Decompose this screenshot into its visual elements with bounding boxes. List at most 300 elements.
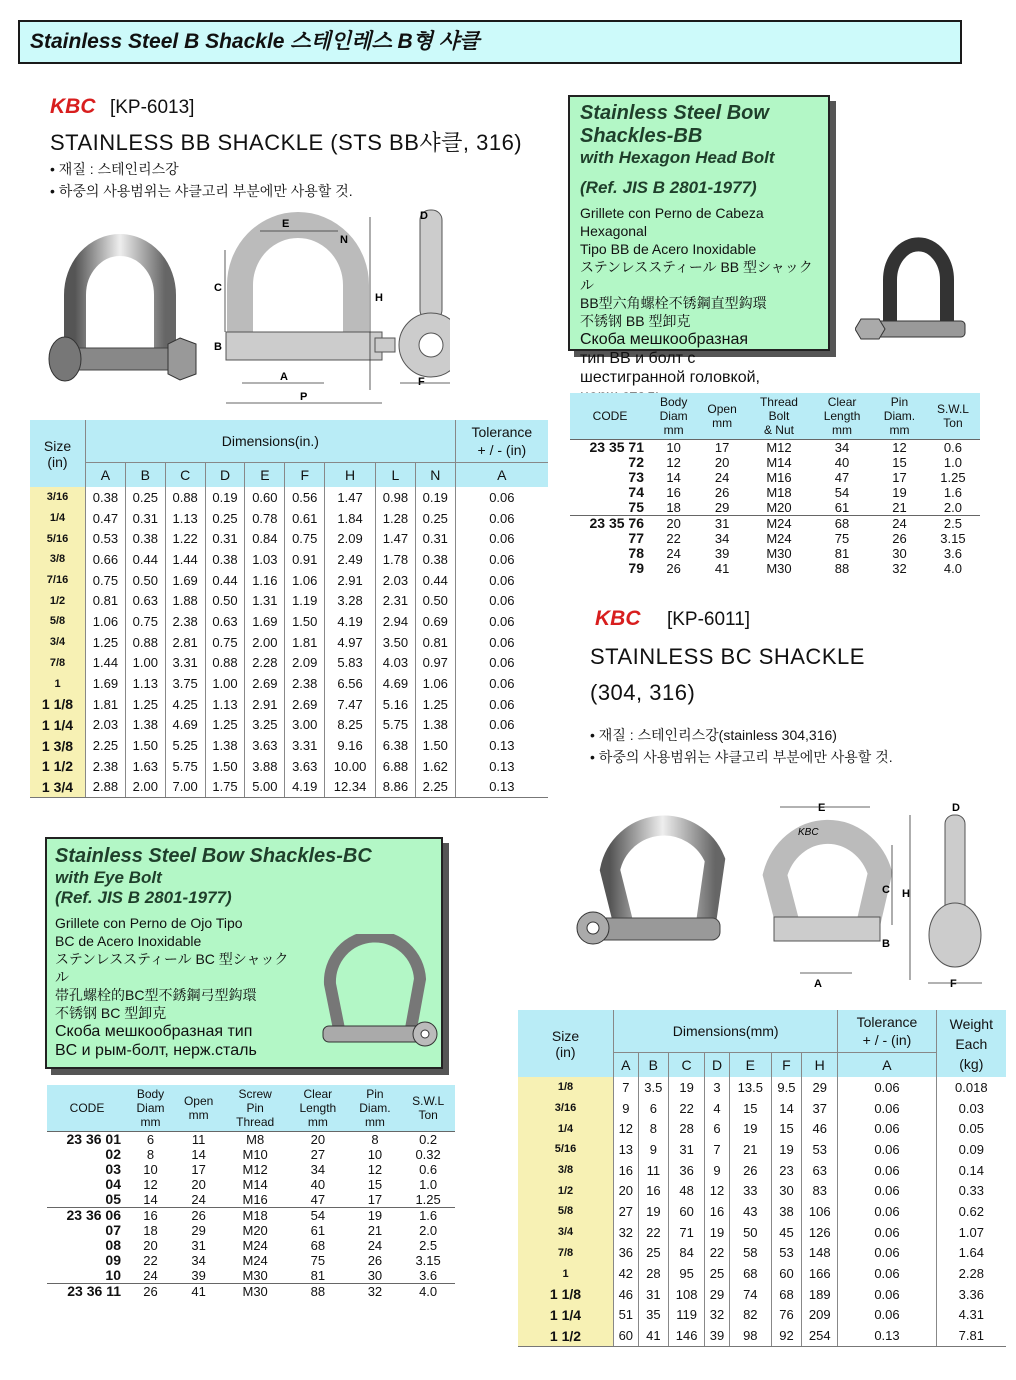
bb-code-table-cell: 41 bbox=[714, 561, 730, 576]
bb-table-tolerance-cell: 0.06 bbox=[455, 673, 548, 694]
bb-table-cell: 0.75 bbox=[125, 611, 165, 632]
bc-table-tolerance-cell: 0.06 bbox=[838, 1305, 936, 1326]
bb-table-cell: 0.84 bbox=[245, 528, 285, 549]
bc-note-material: • 재질 : 스테인리스강(stainless 304,316) bbox=[590, 727, 837, 743]
bc-code-table-cell: 39 bbox=[191, 1268, 206, 1283]
bb-table-tolerance-cell: 0.13 bbox=[455, 756, 548, 777]
bb-code-table-cell: 54 bbox=[834, 485, 850, 500]
bb-code-table-cell: 75 bbox=[834, 531, 850, 546]
bb-table-col-header: C bbox=[165, 463, 205, 488]
bc-table-col-header: H bbox=[802, 1053, 838, 1078]
bc-table-cell: 3.5 bbox=[638, 1077, 668, 1098]
bb-table-cell: 1.62 bbox=[415, 756, 455, 777]
bc-code-table-row bbox=[47, 1284, 455, 1300]
bc-table-weight-cell: 1.64 bbox=[936, 1243, 1006, 1264]
bc-table-cell: 42 bbox=[614, 1263, 639, 1284]
bb-code-table-header-cell: Pin Diam. mm bbox=[873, 393, 926, 440]
bb-table-cell: 2.28 bbox=[245, 653, 285, 674]
bb-code-table-row bbox=[570, 516, 980, 532]
bb-code-table-header-cell: Body Diam mm bbox=[650, 393, 697, 440]
bb-table-cell: 7.00 bbox=[165, 777, 205, 798]
bb-table-cell: 0.63 bbox=[205, 611, 245, 632]
bc-code-table-cell: 24 bbox=[367, 1238, 383, 1253]
bc-table-cell: 15 bbox=[771, 1118, 801, 1139]
bb-code-table-header-cell: Clear Length mm bbox=[811, 393, 873, 440]
bb-code-table-cell: 47 bbox=[834, 470, 850, 485]
bb-code-table-cell: 81 bbox=[834, 546, 850, 561]
bc-code-table-cell: 34 bbox=[310, 1162, 326, 1177]
bc-product-code: [KP-6011] bbox=[666, 609, 751, 630]
bc-code-table-header-cell: CODE bbox=[47, 1085, 127, 1132]
bc-table-tolerance-header: Tolerance + / - (in) bbox=[838, 1010, 936, 1053]
bc-table-cell: 21 bbox=[729, 1139, 771, 1160]
bc-code-table-row bbox=[47, 1192, 455, 1208]
bb-code-table-cell: M12 bbox=[747, 440, 811, 456]
bc-table-size-cell: 3/4 bbox=[518, 1222, 614, 1243]
bb-table-size-cell: 1 1/4 bbox=[30, 715, 86, 736]
bc-table-cell: 28 bbox=[638, 1263, 668, 1284]
bc-code-table-cell: 54 bbox=[287, 1208, 349, 1224]
bc-table-cell: 60 bbox=[614, 1325, 639, 1346]
bb-table-cell: 0.88 bbox=[205, 653, 245, 674]
bc-description-box bbox=[45, 837, 443, 1069]
bc-code-table-cell: 30 bbox=[367, 1268, 383, 1283]
bc-table-cell: 32 bbox=[614, 1222, 639, 1243]
bc-code-table-code-cell: 23 36 06 bbox=[47, 1208, 127, 1224]
bc-table-cell: 9.5 bbox=[771, 1077, 801, 1098]
bc-dim-label: F bbox=[950, 978, 957, 990]
bc-table-cell: 7 bbox=[705, 1139, 730, 1160]
bc-dim-label: D bbox=[952, 802, 960, 814]
bc-table-row bbox=[518, 1305, 1006, 1326]
bb-table-cell: 1.84 bbox=[325, 508, 376, 529]
bc-code-table-header-cell: Open mm bbox=[174, 1085, 223, 1132]
bc-code-table-header-cell: Screw Pin Thread bbox=[223, 1085, 287, 1132]
bb-table-cell: 9.16 bbox=[325, 735, 376, 756]
bc-table-cell: 41 bbox=[638, 1325, 668, 1346]
bb-table-cell: 1.47 bbox=[325, 487, 376, 508]
bb-table-cell: 0.19 bbox=[205, 487, 245, 508]
bc-box-line: 帯孔螺栓的BC型不銹鋼弓型鈎環 bbox=[55, 987, 257, 1003]
bc-table-cell: 12 bbox=[705, 1180, 730, 1201]
bb-table-col-header: L bbox=[375, 463, 415, 488]
bb-code-table-cell: 16 bbox=[666, 485, 681, 500]
bc-code-table-cell: 1.6 bbox=[401, 1208, 455, 1224]
bb-title: STAINLESS BB SHACKLE (STS BB샤클, 316) bbox=[50, 130, 523, 155]
bb-table-cell: 0.75 bbox=[285, 528, 325, 549]
bb-table-cell: 0.31 bbox=[415, 528, 455, 549]
bc-code-table-code-cell: 23 36 01 bbox=[47, 1132, 127, 1148]
bb-table-cell: 0.25 bbox=[205, 508, 245, 529]
bb-code-table-cell: 3.6 bbox=[943, 546, 962, 561]
bc-table-cell: 19 bbox=[729, 1118, 771, 1139]
bc-table-cell: 43 bbox=[729, 1201, 771, 1222]
bc-table-cell: 16 bbox=[705, 1201, 730, 1222]
bc-table-cell: 68 bbox=[729, 1263, 771, 1284]
bb-code-table-cell: 0.6 bbox=[926, 440, 980, 456]
bc-table-cell: 108 bbox=[669, 1284, 705, 1305]
bb-table-cell: 1.25 bbox=[125, 694, 165, 715]
bc-table-col-header: A bbox=[614, 1053, 639, 1078]
bc-table-weight-cell: 1.07 bbox=[936, 1222, 1006, 1243]
bb-table-cell: 2.25 bbox=[415, 777, 455, 798]
bc-table-cell: 38 bbox=[771, 1201, 801, 1222]
bc-box-ru-line: BC и рым-болт, нерж.сталь bbox=[55, 1042, 257, 1059]
bc-table-cell: 26 bbox=[729, 1160, 771, 1181]
bc-table-weight-cell: 0.018 bbox=[936, 1077, 1006, 1098]
bc-code-table-cell: 27 bbox=[310, 1147, 326, 1162]
bc-code-table-cell: 47 bbox=[310, 1192, 326, 1207]
bc-code-table-code-cell: 04 bbox=[105, 1176, 121, 1192]
bb-table-size-cell: 1 3/8 bbox=[30, 735, 86, 756]
bc-table-tolerance-cell: 0.06 bbox=[838, 1118, 936, 1139]
bc-table-cell: 148 bbox=[802, 1243, 838, 1264]
bc-code-table-cell: 21 bbox=[367, 1223, 383, 1238]
bb-table-cell: 2.38 bbox=[86, 756, 126, 777]
bb-code-table-row bbox=[570, 485, 980, 500]
bc-code-table-cell: 8 bbox=[146, 1147, 155, 1162]
bb-code-table-header-cell: S.W.L Ton bbox=[926, 393, 980, 440]
bc-code-table-cell: 24 bbox=[191, 1192, 206, 1207]
bb-table-header-row bbox=[30, 420, 548, 463]
bc-table-cell: 35 bbox=[638, 1305, 668, 1326]
bc-table-row bbox=[518, 1098, 1006, 1119]
bb-table-cell: 0.69 bbox=[415, 611, 455, 632]
bc-table-cell: 29 bbox=[802, 1077, 838, 1098]
bc-table-tolerance-cell: 0.06 bbox=[838, 1077, 936, 1098]
bc-code-table-cell: 26 bbox=[127, 1284, 174, 1300]
bc-table-cell: 9 bbox=[614, 1098, 639, 1119]
bb-table-col-header: A bbox=[455, 463, 548, 488]
bc-table-cell: 22 bbox=[705, 1243, 730, 1264]
bb-table-tolerance-cell: 0.06 bbox=[455, 632, 548, 653]
bc-table-cell: 25 bbox=[705, 1263, 730, 1284]
bb-table-tolerance-cell: 0.06 bbox=[455, 549, 548, 570]
bc-table-weight-cell: 7.81 bbox=[936, 1325, 1006, 1346]
bc-table-cell: 92 bbox=[771, 1325, 801, 1346]
bc-table-cell: 39 bbox=[705, 1325, 730, 1346]
bc-dimension-table bbox=[518, 1010, 1006, 1347]
bb-table-cell: 0.66 bbox=[86, 549, 126, 570]
bb-code-table-cell: 2.5 bbox=[926, 516, 980, 532]
bb-table-cell: 1.44 bbox=[165, 549, 205, 570]
bc-table-tolerance-cell: 0.06 bbox=[838, 1139, 936, 1160]
bc-table-size-cell: 1 bbox=[518, 1263, 614, 1284]
bb-table-row bbox=[30, 673, 548, 694]
bb-table-cell: 5.16 bbox=[375, 694, 415, 715]
bb-code-table-cell: 21 bbox=[892, 500, 907, 515]
bb-table-cell: 5.75 bbox=[165, 756, 205, 777]
bc-table-cell: 13.5 bbox=[729, 1077, 771, 1098]
bb-code-table-cell: 1.0 bbox=[943, 455, 962, 470]
bb-table-col-header: D bbox=[205, 463, 245, 488]
bc-table-col-header: C bbox=[669, 1053, 705, 1078]
bb-table-row bbox=[30, 715, 548, 736]
bb-product-code: [KP-6013] bbox=[109, 97, 195, 118]
bb-code-table-cell: 34 bbox=[714, 531, 730, 546]
bc-table-weight-cell: 0.03 bbox=[936, 1098, 1006, 1119]
bc-table-row bbox=[518, 1077, 1006, 1098]
bc-code-table-cell: M16 bbox=[242, 1192, 268, 1207]
bb-code-table-cell: 40 bbox=[834, 455, 850, 470]
bc-code-table-row bbox=[47, 1238, 455, 1253]
bc-table-cell: 4 bbox=[705, 1098, 730, 1119]
bb-table-row bbox=[30, 570, 548, 591]
bc-table-tolerance-cell: 0.06 bbox=[838, 1284, 936, 1305]
bb-code-table-cell: 26 bbox=[714, 485, 730, 500]
bc-table-cell: 146 bbox=[669, 1325, 705, 1346]
bb-table-cell: 2.31 bbox=[375, 590, 415, 611]
bb-code-table-code-cell: 23 35 76 bbox=[570, 516, 650, 532]
bc-code-table-cell: 20 bbox=[143, 1238, 158, 1253]
bc-table-cell: 95 bbox=[669, 1263, 705, 1284]
bc-code-table-cell: M24 bbox=[242, 1253, 268, 1268]
bb-code-table-cell: 26 bbox=[666, 561, 681, 576]
bc-table-cell: 13 bbox=[614, 1139, 639, 1160]
bc-code-table-cell: 14 bbox=[143, 1192, 158, 1207]
bc-code-table-cell: 4.0 bbox=[401, 1284, 455, 1300]
bb-code-table bbox=[570, 393, 980, 576]
bc-table-col-header: B bbox=[638, 1053, 668, 1078]
bb-table-size-cell: 3/4 bbox=[30, 632, 86, 653]
bb-table-cell: 0.44 bbox=[205, 570, 245, 591]
bc-table-cell: 83 bbox=[802, 1180, 838, 1201]
bb-table-cell: 0.63 bbox=[125, 590, 165, 611]
bc-code-table-cell: 88 bbox=[287, 1284, 349, 1300]
bc-table-size-cell: 1/8 bbox=[518, 1077, 614, 1098]
bc-table-tolerance-cell: 0.06 bbox=[838, 1243, 936, 1264]
bb-table-cell: 6.56 bbox=[325, 673, 376, 694]
bc-table-cell: 50 bbox=[729, 1222, 771, 1243]
bb-table-cell: 0.38 bbox=[125, 528, 165, 549]
bc-code-table-code-cell: 05 bbox=[105, 1191, 121, 1207]
bc-dim-label: A bbox=[814, 978, 822, 990]
bc-table-cell: 74 bbox=[729, 1284, 771, 1305]
bc-table-cell: 33 bbox=[729, 1180, 771, 1201]
bb-code-table-header-cell: Open mm bbox=[697, 393, 747, 440]
bb-table-cell: 12.34 bbox=[325, 777, 376, 798]
bb-table-cell: 2.03 bbox=[375, 570, 415, 591]
bc-dim-label: E bbox=[818, 802, 826, 814]
bc-code-table-row bbox=[47, 1268, 455, 1284]
bc-table-cell: 8 bbox=[638, 1118, 668, 1139]
bc-table-row bbox=[518, 1325, 1006, 1346]
bc-code-table-cell: 0.2 bbox=[401, 1132, 455, 1148]
bb-code-table-cell: 1.6 bbox=[943, 485, 962, 500]
bb-code-table-cell: 88 bbox=[834, 561, 850, 576]
bb-dim-label: C bbox=[214, 282, 222, 294]
bc-table-cell: 126 bbox=[802, 1222, 838, 1243]
bc-table-row bbox=[518, 1243, 1006, 1264]
bc-code-table-cell: 11 bbox=[174, 1132, 223, 1148]
bb-table-cell: 3.50 bbox=[375, 632, 415, 653]
bb-table-cell: 0.38 bbox=[415, 549, 455, 570]
bc-code-table-cell: M24 bbox=[242, 1238, 268, 1253]
bb-notes bbox=[50, 158, 353, 202]
bc-box-heading-main: Stainless Steel Bow Shackles- bbox=[55, 845, 343, 867]
bb-table-cell: 8.86 bbox=[375, 777, 415, 798]
bb-table-cell: 1.69 bbox=[245, 611, 285, 632]
bb-code-table-cell: 39 bbox=[714, 546, 730, 561]
bb-table-col-header: E bbox=[245, 463, 285, 488]
bc-table-tolerance-cell: 0.06 bbox=[838, 1263, 936, 1284]
bb-table-row bbox=[30, 590, 548, 611]
bb-table-cell: 0.75 bbox=[205, 632, 245, 653]
bb-table-cell: 1.25 bbox=[86, 632, 126, 653]
bc-code-table-cell: 20 bbox=[191, 1177, 206, 1192]
bc-code-table-cell: 2.0 bbox=[419, 1223, 438, 1238]
bb-table-cell: 0.31 bbox=[125, 508, 165, 529]
bb-table-row bbox=[30, 735, 548, 756]
bb-table-cell: 4.19 bbox=[325, 611, 376, 632]
bc-code-table-cell: M10 bbox=[242, 1147, 268, 1162]
bb-code-table-cell: 15 bbox=[892, 455, 907, 470]
bc-table-cell: 46 bbox=[614, 1284, 639, 1305]
bb-code-table-row bbox=[570, 455, 980, 470]
bc-code-table-cell: 31 bbox=[191, 1238, 206, 1253]
bb-table-col-header: B bbox=[125, 463, 165, 488]
bb-code-table-code-cell: 72 bbox=[628, 454, 644, 470]
bc-table-tolerance-cell: 0.06 bbox=[838, 1180, 936, 1201]
bb-table-cell: 1.00 bbox=[205, 673, 245, 694]
bb-shackle-photo-small bbox=[855, 225, 975, 355]
bc-table-weight-cell: 0.14 bbox=[936, 1160, 1006, 1181]
bb-table-tolerance-cell: 0.06 bbox=[455, 611, 548, 632]
bb-table-cell: 2.49 bbox=[325, 549, 376, 570]
bc-table-col-header: E bbox=[729, 1053, 771, 1078]
bc-table-tolerance-cell: 0.06 bbox=[838, 1160, 936, 1181]
bb-table-row bbox=[30, 694, 548, 715]
bc-code-table-cell: M12 bbox=[242, 1162, 268, 1177]
bb-table-cell: 0.60 bbox=[245, 487, 285, 508]
bc-table-weight-cell: 0.62 bbox=[936, 1201, 1006, 1222]
bb-table-cell: 0.81 bbox=[415, 632, 455, 653]
bc-code-table-code-cell: 07 bbox=[105, 1222, 121, 1238]
bb-table-size-cell: 1/2 bbox=[30, 590, 86, 611]
bc-code-table-row bbox=[47, 1162, 455, 1177]
bb-table-cell: 2.00 bbox=[245, 632, 285, 653]
bc-table-cell: 22 bbox=[669, 1098, 705, 1119]
page-title: Stainless Steel B Shackle 스테인레스 B형 샤클 bbox=[30, 30, 480, 53]
bb-dimension-drawing bbox=[200, 205, 450, 410]
bb-table-cell: 3.31 bbox=[285, 735, 325, 756]
bb-code-table-code-cell: 74 bbox=[628, 484, 644, 500]
bc-table-cell: 19 bbox=[771, 1139, 801, 1160]
bb-table-row bbox=[30, 487, 548, 508]
bb-table-cell: 1.50 bbox=[415, 735, 455, 756]
bc-box-lines bbox=[55, 914, 295, 1022]
bc-code-table-row bbox=[47, 1132, 455, 1148]
bb-table-cell: 1.31 bbox=[245, 590, 285, 611]
bc-dim-label: H bbox=[902, 888, 910, 900]
bc-code-table-cell: M20 bbox=[242, 1223, 268, 1238]
bb-code-table-cell: M24 bbox=[747, 516, 811, 532]
bc-code-table-cell: 12 bbox=[367, 1162, 383, 1177]
bb-table-cell: 1.38 bbox=[125, 715, 165, 736]
bb-code-table-row bbox=[570, 440, 980, 456]
bb-table-cell: 1.50 bbox=[285, 611, 325, 632]
bc-table-cell: 31 bbox=[638, 1284, 668, 1305]
bc-table-cell: 22 bbox=[638, 1222, 668, 1243]
bb-table-cell: 1.28 bbox=[375, 508, 415, 529]
bb-table-cell: 1.44 bbox=[86, 653, 126, 674]
bc-table-cell: 48 bbox=[669, 1180, 705, 1201]
bb-code-table-cell: M18 bbox=[766, 485, 792, 500]
bb-table-cell: 1.16 bbox=[245, 570, 285, 591]
bb-box-line: 不锈钢 BB 型卸克 bbox=[580, 313, 691, 329]
bc-table-cell: 254 bbox=[802, 1325, 838, 1346]
bb-table-cell: 1.50 bbox=[205, 756, 245, 777]
bb-code-table-cell: M16 bbox=[766, 470, 792, 485]
bc-heading bbox=[595, 607, 750, 631]
bc-table-row bbox=[518, 1160, 1006, 1181]
bc-table-cell: 16 bbox=[614, 1160, 639, 1181]
bb-table-cell: 1.06 bbox=[86, 611, 126, 632]
bb-dim-label: N bbox=[340, 234, 348, 246]
bc-title-grade: (304, 316) bbox=[590, 680, 696, 705]
bb-table-cell: 0.38 bbox=[86, 487, 126, 508]
bb-table-tolerance-cell: 0.06 bbox=[455, 653, 548, 674]
bc-code-table-cell: 18 bbox=[143, 1223, 158, 1238]
bc-table-weight-cell: 3.36 bbox=[936, 1284, 1006, 1305]
bb-dim-label: P bbox=[300, 391, 308, 403]
bc-code-table-cell: 34 bbox=[191, 1253, 206, 1268]
bb-table-column-row bbox=[30, 463, 548, 488]
bb-table-cell: 1.13 bbox=[125, 673, 165, 694]
bb-table-cell: 1.50 bbox=[125, 735, 165, 756]
bc-code-table-code-cell: 08 bbox=[105, 1237, 121, 1253]
bc-code-table-code-cell: 03 bbox=[105, 1161, 121, 1177]
bc-table-weight-cell: 0.09 bbox=[936, 1139, 1006, 1160]
bb-table-row bbox=[30, 777, 548, 798]
bb-dim-label: E bbox=[282, 218, 290, 230]
bc-table-size-cell: 5/16 bbox=[518, 1139, 614, 1160]
bb-table-cell: 3.28 bbox=[325, 590, 376, 611]
bc-code-table-row bbox=[47, 1223, 455, 1238]
bc-brand: KBC bbox=[595, 607, 641, 630]
bb-table-row bbox=[30, 653, 548, 674]
bc-box-line: ステンレススティール BC 型シャックル bbox=[55, 951, 289, 985]
bb-code-table-cell: 29 bbox=[714, 500, 730, 515]
bc-table-cell: 98 bbox=[729, 1325, 771, 1346]
bb-table-cell: 10.00 bbox=[325, 756, 376, 777]
bb-table-size-header: Size (in) bbox=[30, 420, 86, 487]
bb-table-cell: 1.47 bbox=[375, 528, 415, 549]
bb-table-row bbox=[30, 508, 548, 529]
bc-table-cell: 53 bbox=[802, 1139, 838, 1160]
bc-code-table-code-cell: 23 36 11 bbox=[47, 1284, 127, 1300]
bb-table-cell: 3.63 bbox=[245, 735, 285, 756]
bc-box-ru-line: Скоба мешкообразная тип bbox=[55, 1023, 253, 1040]
bb-table-tolerance-cell: 0.06 bbox=[455, 590, 548, 611]
bb-table-size-cell: 7/8 bbox=[30, 653, 86, 674]
bc-code-table-row bbox=[47, 1208, 455, 1224]
bb-box-ru-line: шестигранной головкой, bbox=[580, 369, 760, 386]
bc-code-table-header-cell: Body Diam mm bbox=[127, 1085, 174, 1132]
bb-table-tolerance-header: Tolerance + / - (in) bbox=[455, 420, 548, 463]
bb-box-ru-line: Скоба мешкообразная bbox=[580, 331, 748, 348]
bc-note-usage: • 하중의 사용범위는 샤클고리 부분에만 사용할 것. bbox=[590, 749, 893, 765]
bb-table-size-cell: 1/4 bbox=[30, 508, 86, 529]
bb-code-table-row bbox=[570, 531, 980, 546]
bb-box-lines bbox=[580, 204, 818, 330]
bb-description-box bbox=[568, 95, 830, 386]
bc-table-cell: 19 bbox=[638, 1201, 668, 1222]
bb-code-table-cell: 17 bbox=[697, 440, 747, 456]
bc-code-table-cell: 0.6 bbox=[419, 1162, 438, 1177]
bb-table-cell: 4.03 bbox=[375, 653, 415, 674]
bc-table-col-header: A bbox=[838, 1053, 936, 1078]
